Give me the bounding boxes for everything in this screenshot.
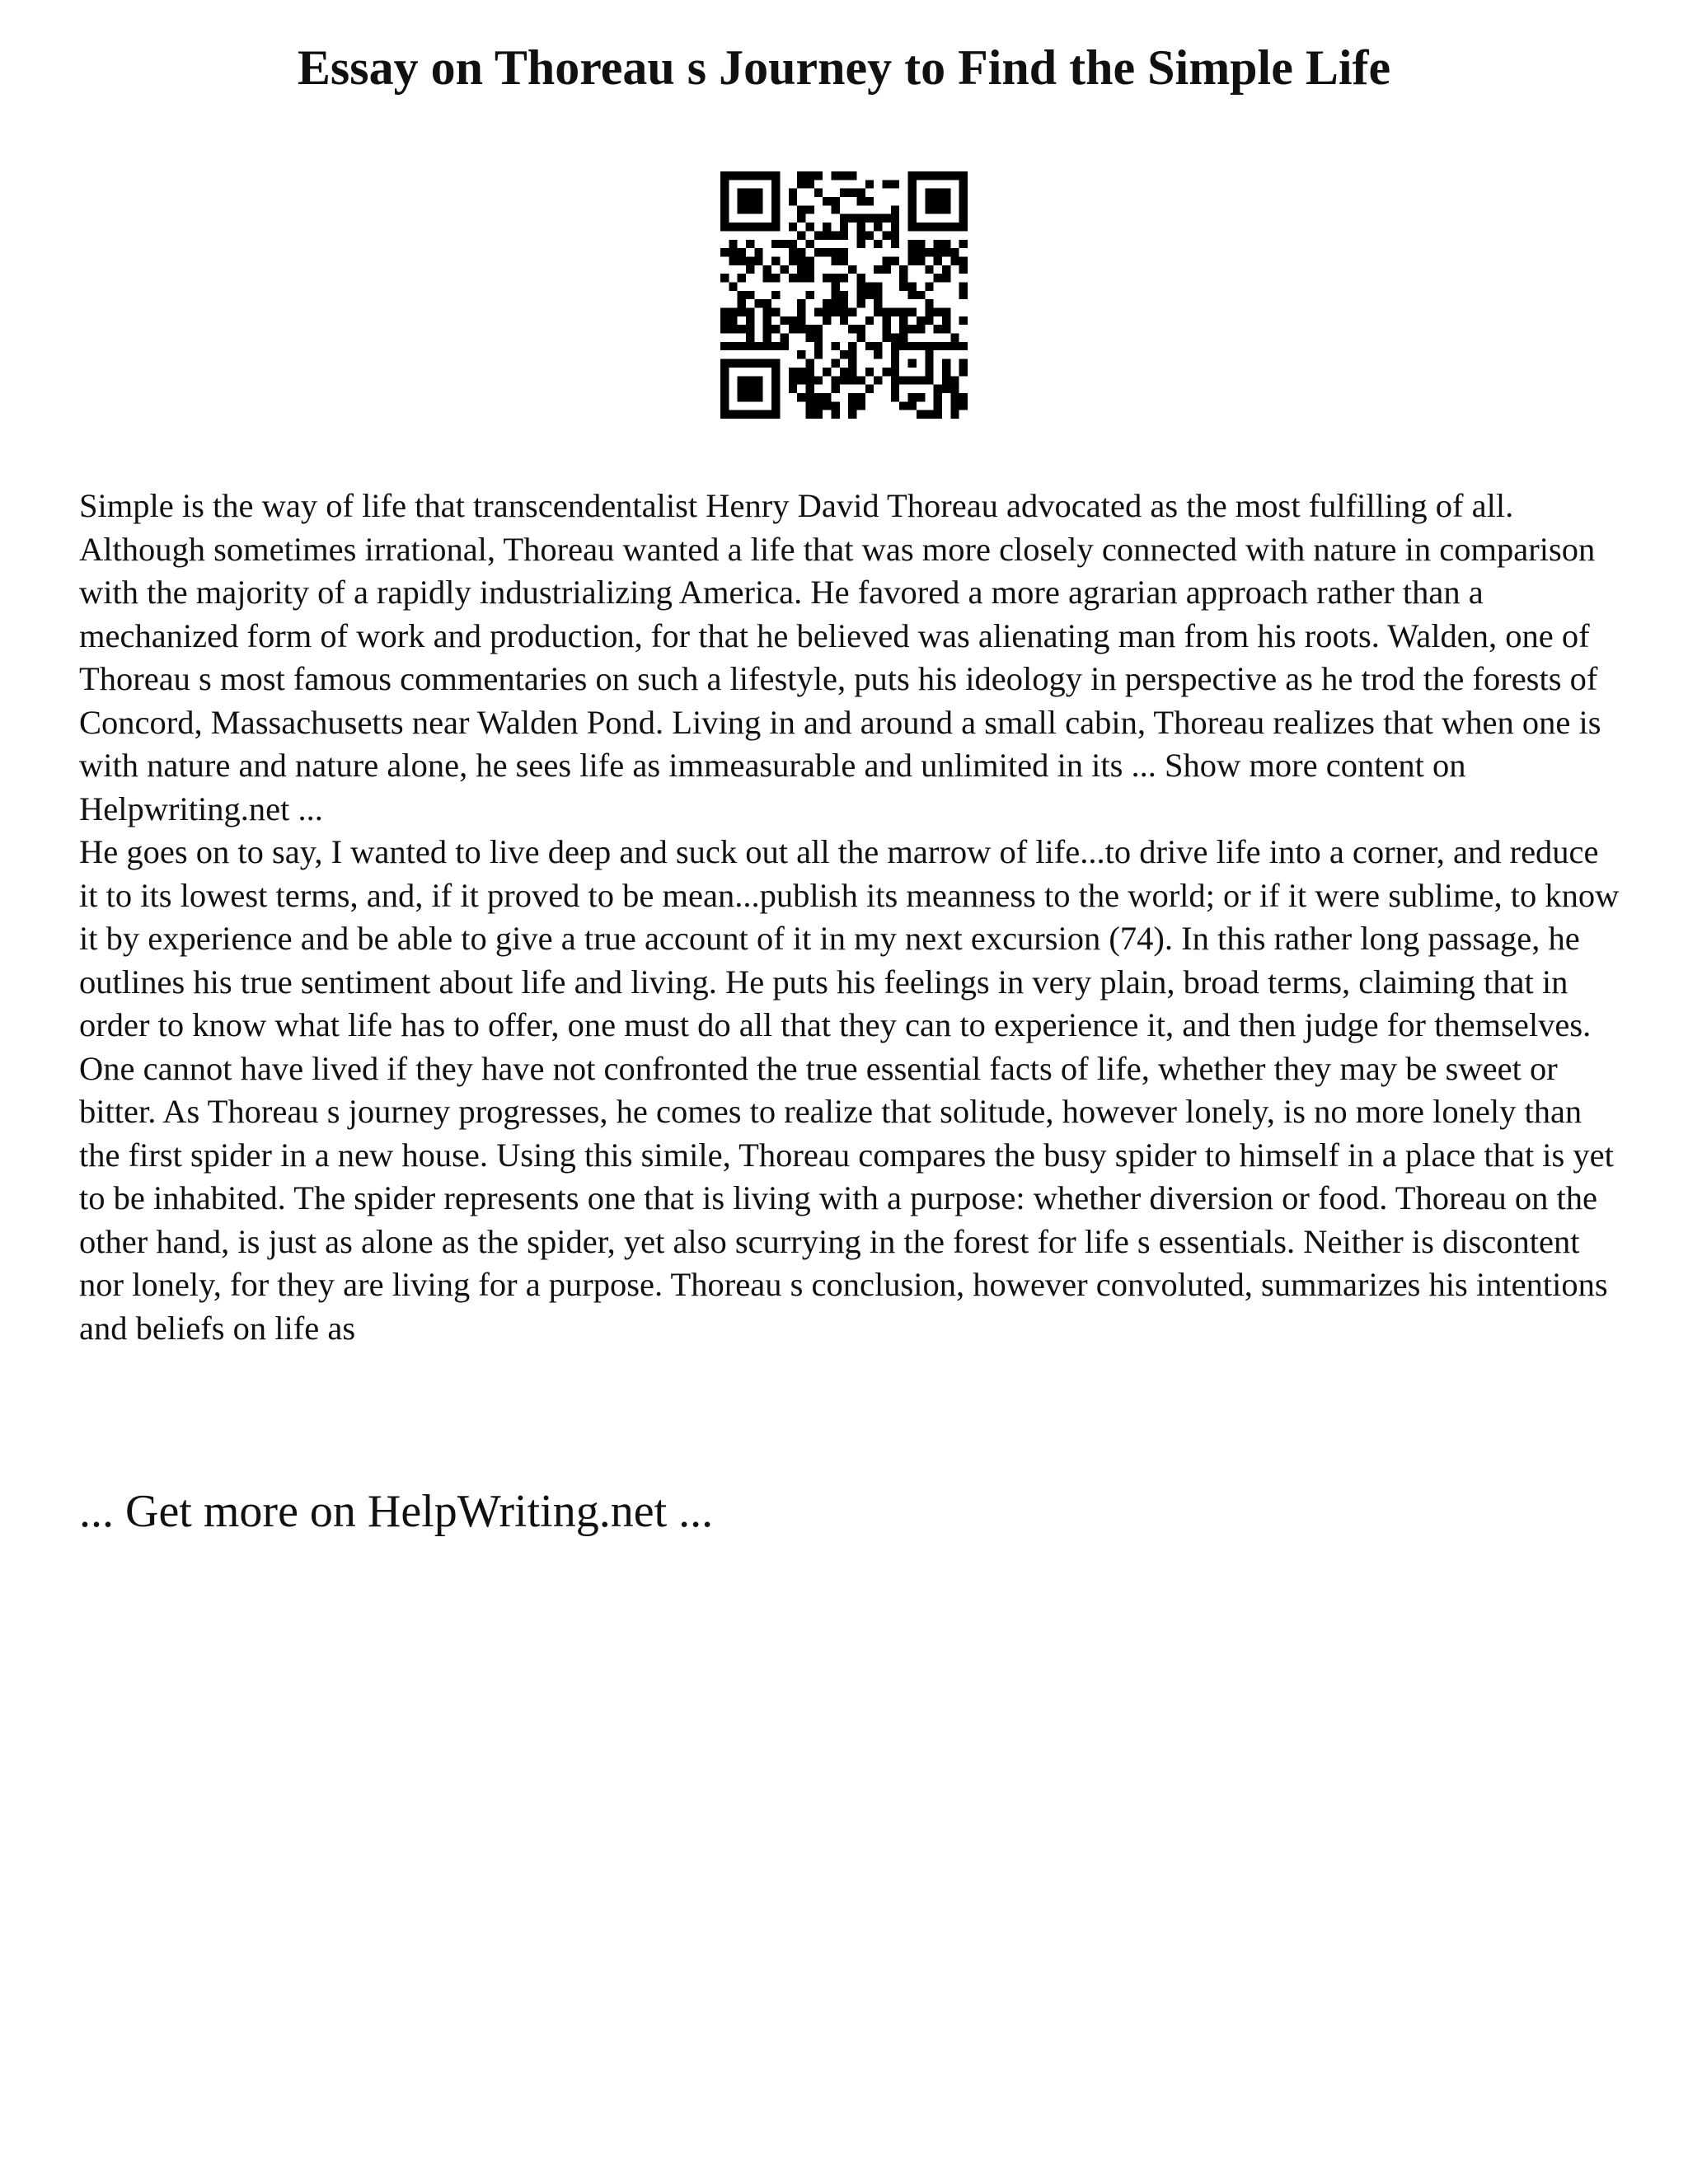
qr-code-icon — [720, 171, 968, 419]
document-title: Essay on Thoreau s Journey to Find the Simple Life — [297, 40, 1391, 95]
get-more-link[interactable]: ... Get more on HelpWriting.net ... — [79, 1486, 714, 1537]
essay-paragraph-2: He goes on to say, I wanted to live deep and suck out all the marrow of life...to drive life into a corner, and reduce it to its lowest terms, and, if it proved to be mean...publish its meanness to the world; or if it were sublime, to know it by experience and be able to give a true account of it in my next excursion (74). In this rather long passage, he outlines his true sentiment about life and living. He puts his feelings in very plain, broad terms, claiming that in order to know what life has to offer, one must do all that they can to experience it, and then judge for themselves. One cannot have lived if they have not confronted the true essential facts of life, whether they may be sweet or bitter. As Thoreau s journey progresses, he comes to realize that solitude, however lonely, is no more lonely than the first spider in a new house. Using this simile, Thoreau compares the busy spider to himself in a place that is yet to be inhabited. The spider represents one that is living with a purpose: whether diversion or food. Thoreau on the other hand, is just as alone as the spider, yet also scurrying in the forest for life s essentials. Neither is discontent nor lonely, for they are living for a purpose. Thoreau s conclusion, however convoluted, summarizes his intentions and beliefs on life as — [79, 833, 1620, 1347]
essay-body — [79, 485, 1620, 1350]
essay-paragraph-1: Simple is the way of life that transcendentalist Henry David Thoreau advocated as the most fulfilling of all. Although sometimes irrational, Thoreau wanted a life that was more closely connected with nature in comparison with the majority of a rapidly industrializing America. He favored a more agrarian approach rather than a mechanized form of work and production, for that he believed was alienating man from his roots. Walden, one of Thoreau s most famous commentaries on such a lifestyle, puts his ideology in perspective as he trod the forests of Concord, Massachusetts near Walden Pond. Living in and around a small cabin, Thoreau realizes that when one is with nature and nature alone, he sees life as immeasurable and unlimited in its ... Show more content on Helpwriting.net ... — [79, 487, 1601, 827]
qr-code — [720, 171, 968, 419]
